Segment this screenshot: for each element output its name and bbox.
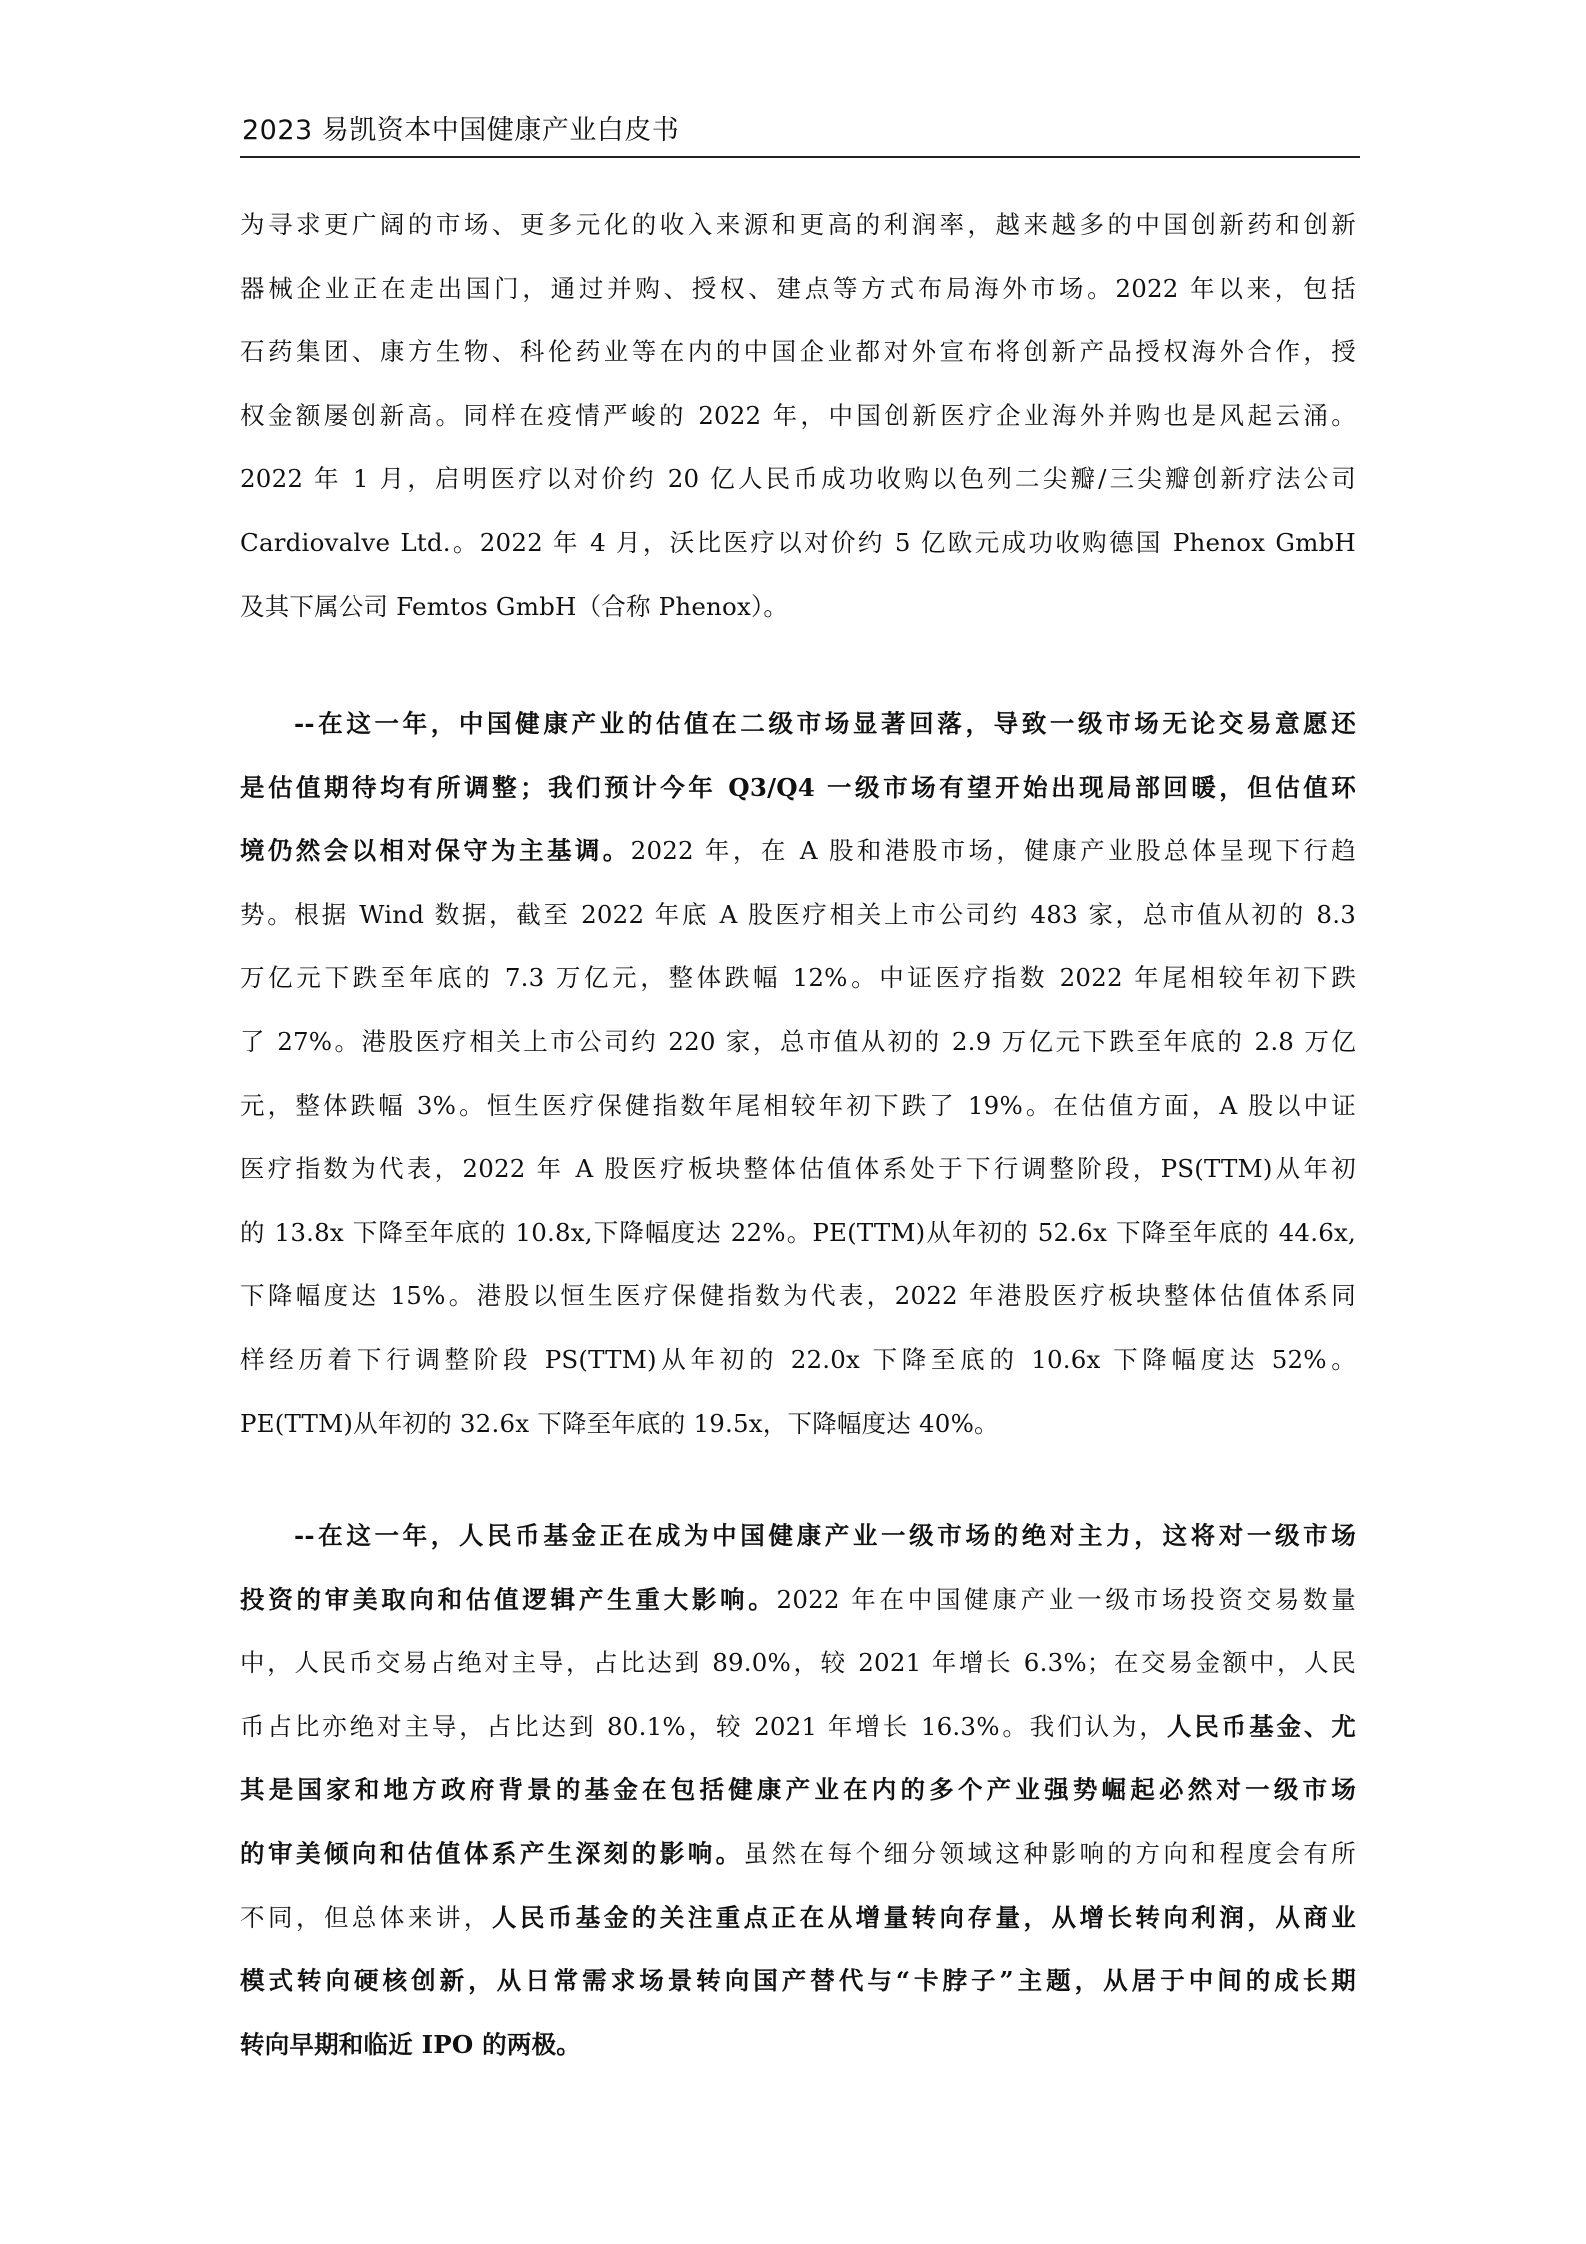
body-text: 了 27%。港股医疗相关上市公司约 220 家，总市值从初的 2.9 万亿元下跌至年底的 2.8 万亿 bbox=[240, 1026, 1356, 1056]
text-line bbox=[240, 575, 1356, 639]
body-text: 不同，但总体来讲， bbox=[240, 1902, 492, 1932]
body-text: 2022 年，在 A 股和港股市场，健康产业股总体呈现下行趋 bbox=[630, 836, 1356, 866]
body-text: 样经历着下行调整阶段 PS(TTM)从年初的 22.0x 下降至底的 10.6x 下降幅度达 52%。 bbox=[240, 1344, 1356, 1374]
text-line bbox=[240, 1328, 1356, 1392]
body-text: 币占比亦绝对主导，占比达到 80.1%，较 2021 年增长 16.3%。我们认为， bbox=[240, 1711, 1167, 1741]
body-text: 下降幅度达 15%。港股以恒生医疗保健指数为代表，2022 年港股医疗板块整体估值体系同 bbox=[240, 1281, 1356, 1311]
bold-text: 转向早期和临近 IPO 的两极。 bbox=[240, 2029, 581, 2059]
bold-text: --在这一年，中国健康产业的估值在二级市场显著回落，导致一级市场无论交易意愿还 bbox=[294, 709, 1356, 738]
text-line bbox=[240, 1822, 1356, 1886]
text-line bbox=[240, 447, 1356, 511]
paragraph-rmb-funds bbox=[240, 1504, 1356, 2076]
bold-text: 人民币基金、尤 bbox=[1166, 1711, 1356, 1741]
text-line bbox=[240, 1695, 1356, 1759]
text-line bbox=[240, 511, 1356, 575]
bold-text: 投资的审美取向和估值逻辑产生重大影响。 bbox=[240, 1584, 777, 1614]
body-text: 万亿元下跌至年底的 7.3 万亿元，整体跌幅 12%。中证医疗指数 2022 年尾相较年初下跌 bbox=[240, 963, 1356, 993]
text-line bbox=[240, 946, 1356, 1010]
body-text: 中，人民币交易占绝对主导，占比达到 89.0%，较 2021 年增长 6.3%；在交易金额中，人民 bbox=[240, 1648, 1356, 1678]
paragraph-overseas-expansion bbox=[240, 193, 1356, 638]
text-line bbox=[240, 883, 1356, 947]
text-line bbox=[240, 1886, 1356, 1950]
bold-text: 其是国家和地方政府背景的基金在包括健康产业在内的多个产业强势崛起必然对一级市场 bbox=[240, 1775, 1356, 1805]
body-text: 2022 年 1 月，启明医疗以对价约 20 亿人民币成功收购以色列二尖瓣/三尖瓣创新疗法公司 bbox=[240, 464, 1356, 494]
text-line bbox=[240, 1949, 1356, 2013]
text-line bbox=[240, 1137, 1356, 1201]
text-line bbox=[240, 193, 1356, 257]
paragraph-valuation-decline bbox=[240, 692, 1356, 1455]
body-text: 医疗指数为代表，2022 年 A 股医疗板块整体估值体系处于下行调整阶段，PS(TTM)从年初 bbox=[240, 1154, 1356, 1184]
body-text: 为寻求更广阔的市场、更多元化的收入来源和更高的利润率，越来越多的中国创新药和创新 bbox=[240, 210, 1356, 239]
text-line bbox=[240, 1074, 1356, 1138]
body-text: 的 13.8x 下降至年底的 10.8x,下降幅度达 22%。PE(TTM)从年初的 52.6x 下降至年底的 44.6x, bbox=[240, 1217, 1356, 1247]
text-line bbox=[240, 1201, 1356, 1265]
text-line bbox=[240, 1504, 1356, 1568]
bold-text: 人民币基金的关注重点正在从增量转向存量，从增长转向利润，从商业 bbox=[491, 1902, 1356, 1932]
body-text: 势。根据 Wind 数据，截至 2022 年底 A 股医疗相关上市公司约 483 家，总市值从初的 8.3 bbox=[240, 899, 1356, 929]
text-line bbox=[240, 756, 1356, 820]
body-text: 权金额屡创新高。同样在疫情严峻的 2022 年，中国创新医疗企业海外并购也是风起云涌。 bbox=[240, 400, 1356, 430]
text-line bbox=[240, 1010, 1356, 1074]
text-line bbox=[240, 1264, 1356, 1328]
header-title: 2023 易凯资本中国健康产业白皮书 bbox=[242, 115, 680, 146]
page-header bbox=[240, 112, 1360, 158]
body-text: Cardiovalve Ltd.。2022 年 4 月，沃比医疗以对价约 5 亿欧元成功收购德国 Phenox GmbH bbox=[240, 527, 1356, 557]
text-line bbox=[240, 1758, 1356, 1822]
body-text: 及其下属公司 Femtos GmbH（合称 Phenox）。 bbox=[240, 591, 789, 621]
text-line bbox=[240, 1568, 1356, 1632]
text-line bbox=[240, 257, 1356, 321]
body-text: PE(TTM)从年初的 32.6x 下降至年底的 19.5x，下降幅度达 40%。 bbox=[240, 1408, 999, 1438]
text-line bbox=[240, 692, 1356, 756]
bold-text: 的审美倾向和估值体系产生深刻的影响。 bbox=[240, 1838, 744, 1868]
text-line bbox=[240, 1392, 1356, 1456]
text-line bbox=[240, 320, 1356, 384]
text-line bbox=[240, 1631, 1356, 1695]
bold-text: 境仍然会以相对保守为主基调。 bbox=[240, 836, 631, 866]
body-text: 2022 年在中国健康产业一级市场投资交易数量 bbox=[776, 1584, 1356, 1614]
body-text: 石药集团、康方生物、科伦药业等在内的中国企业都对外宣布将创新产品授权海外合作，授 bbox=[240, 337, 1356, 367]
text-line bbox=[240, 384, 1356, 448]
body-text: 虽然在每个细分领域这种影响的方向和程度会有所 bbox=[743, 1838, 1356, 1868]
text-line bbox=[240, 819, 1356, 883]
body-text: 元，整体跌幅 3%。恒生医疗保健指数年尾相较年初下跌了 19%。在估值方面，A 股以中证 bbox=[240, 1090, 1356, 1120]
text-line bbox=[240, 2013, 1356, 2077]
bold-text: 模式转向硬核创新，从日常需求场景转向国产替代与“卡脖子”主题，从居于中间的成长期 bbox=[240, 1966, 1356, 1996]
bold-text: 是估值期待均有所调整；我们预计今年 Q3/Q4 一级市场有望开始出现局部回暖，但估值环 bbox=[240, 772, 1356, 802]
body-text: 器械企业正在走出国门，通过并购、授权、建点等方式布局海外市场。2022 年以来，包括 bbox=[240, 273, 1356, 303]
bold-text: --在这一年，人民币基金正在成为中国健康产业一级市场的绝对主力，这将对一级市场 bbox=[294, 1521, 1356, 1550]
